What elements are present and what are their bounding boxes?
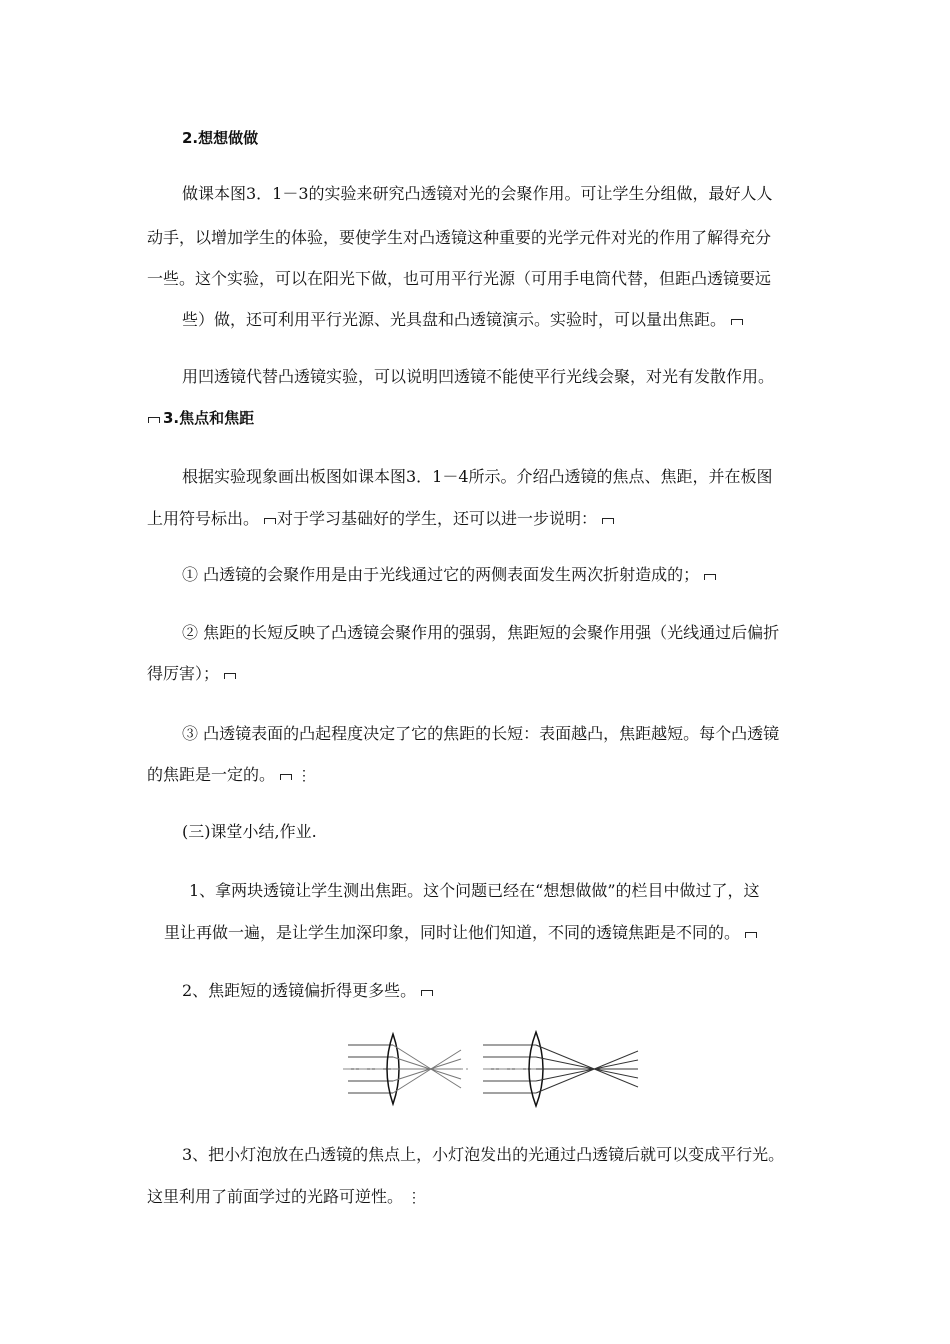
refracted-ray	[536, 1051, 638, 1093]
paragraph-text: 对于学习基础好的学生，还可以进一步说明：	[277, 509, 598, 528]
refracted-ray	[536, 1045, 638, 1087]
list-item: ③ 凸透镜表面的凸起程度决定了它的焦距的长短：表面越凸，焦距越短。每个凸透镜	[182, 724, 780, 743]
format-mark-icon	[744, 929, 758, 939]
paragraph-line: 一些。这个实验，可以在阳光下做，也可用平行光源（可用手电筒代替，但距凸透镜要远	[147, 269, 772, 288]
homework-item	[147, 1186, 421, 1209]
format-mark-icon	[223, 670, 237, 680]
refracted-ray	[536, 1057, 638, 1078]
paragraph-text: 些）做，还可利用平行光源、光具盘和凸透镜演示。实验时，可以量出焦距。	[182, 310, 727, 329]
refracted-ray	[536, 1060, 638, 1081]
refracted-ray	[393, 1057, 461, 1079]
format-mark-icon	[147, 414, 161, 424]
paragraph-text: 上用符号标出。	[147, 509, 260, 528]
lens-diagram	[343, 1030, 643, 1110]
section-title-text: 3.焦点和焦距	[163, 409, 255, 427]
homework-text: 2、焦距短的透镜偏折得更多些。	[182, 981, 417, 1000]
list-item-text: ① 凸透镜的会聚作用是由于光线通过它的两侧表面发生两次折射造成的；	[182, 565, 700, 584]
format-mark-icon	[279, 771, 293, 781]
section-title-think-and-do: 2.想想做做	[182, 129, 259, 147]
homework-item	[164, 922, 758, 944]
refracted-ray	[393, 1050, 461, 1093]
list-item-text: 的焦距是一定的。	[147, 765, 276, 784]
list-item	[147, 663, 237, 685]
format-mark-icon	[420, 987, 434, 997]
vertical-dots-icon: ⋮	[297, 768, 312, 784]
homework-text: 3、把小灯泡放在凸透镜的焦点上，小灯泡发出的光通过凸透镜后就可以变成平行光。	[182, 1145, 785, 1164]
homework-text: 里让再做一遍，是让学生加深印象，同时让他们知道，不同的透镜焦距是不同的。	[164, 923, 741, 942]
paragraph-line: 动手，以增加学生的体验，要使学生对凸透镜这种重要的光学元件对光的作用了解得充分	[147, 228, 772, 247]
list-item	[147, 764, 311, 787]
homework-item: 1、拿两块透镜让学生测出焦距。这个问题已经在“想想做做”的栏目中做过了，这	[189, 881, 760, 900]
homework-text: 这里利用了前面学过的光路可逆性。	[147, 1187, 404, 1206]
list-item: ② 焦距的长短反映了凸透镜会聚作用的强弱，焦距短的会聚作用强（光线通过后偏折	[182, 623, 780, 642]
section-title-focus	[147, 407, 254, 429]
summary-heading: (三)课堂小结,作业.	[182, 822, 317, 841]
list-item-text: 得厉害）；	[147, 664, 220, 683]
format-mark-icon	[703, 571, 717, 581]
vertical-dots-icon: ⋮	[407, 1190, 422, 1206]
paragraph-line: 做课本图3．1－3的实验来研究凸透镜对光的会聚作用。可让学生分组做，最好人人	[182, 184, 773, 203]
format-mark-icon	[263, 515, 277, 525]
long-focus-lens-diagram	[483, 1032, 638, 1106]
refracted-ray	[393, 1045, 461, 1088]
homework-item	[182, 1144, 784, 1166]
list-item	[182, 564, 717, 586]
refracted-ray	[393, 1059, 461, 1081]
homework-item	[182, 980, 434, 1002]
format-mark-icon	[601, 515, 615, 525]
paragraph-line	[147, 508, 615, 530]
paragraph-line	[182, 309, 744, 331]
short-focus-lens-diagram	[343, 1034, 468, 1104]
paragraph-line: 根据实验现象画出板图如课本图3．1－4所示。介绍凸透镜的焦点、焦距，并在板图	[182, 467, 773, 486]
format-mark-icon	[730, 316, 744, 326]
paragraph-line: 用凹透镜代替凸透镜实验，可以说明凹透镜不能使平行光线会聚，对光有发散作用。	[182, 367, 775, 386]
